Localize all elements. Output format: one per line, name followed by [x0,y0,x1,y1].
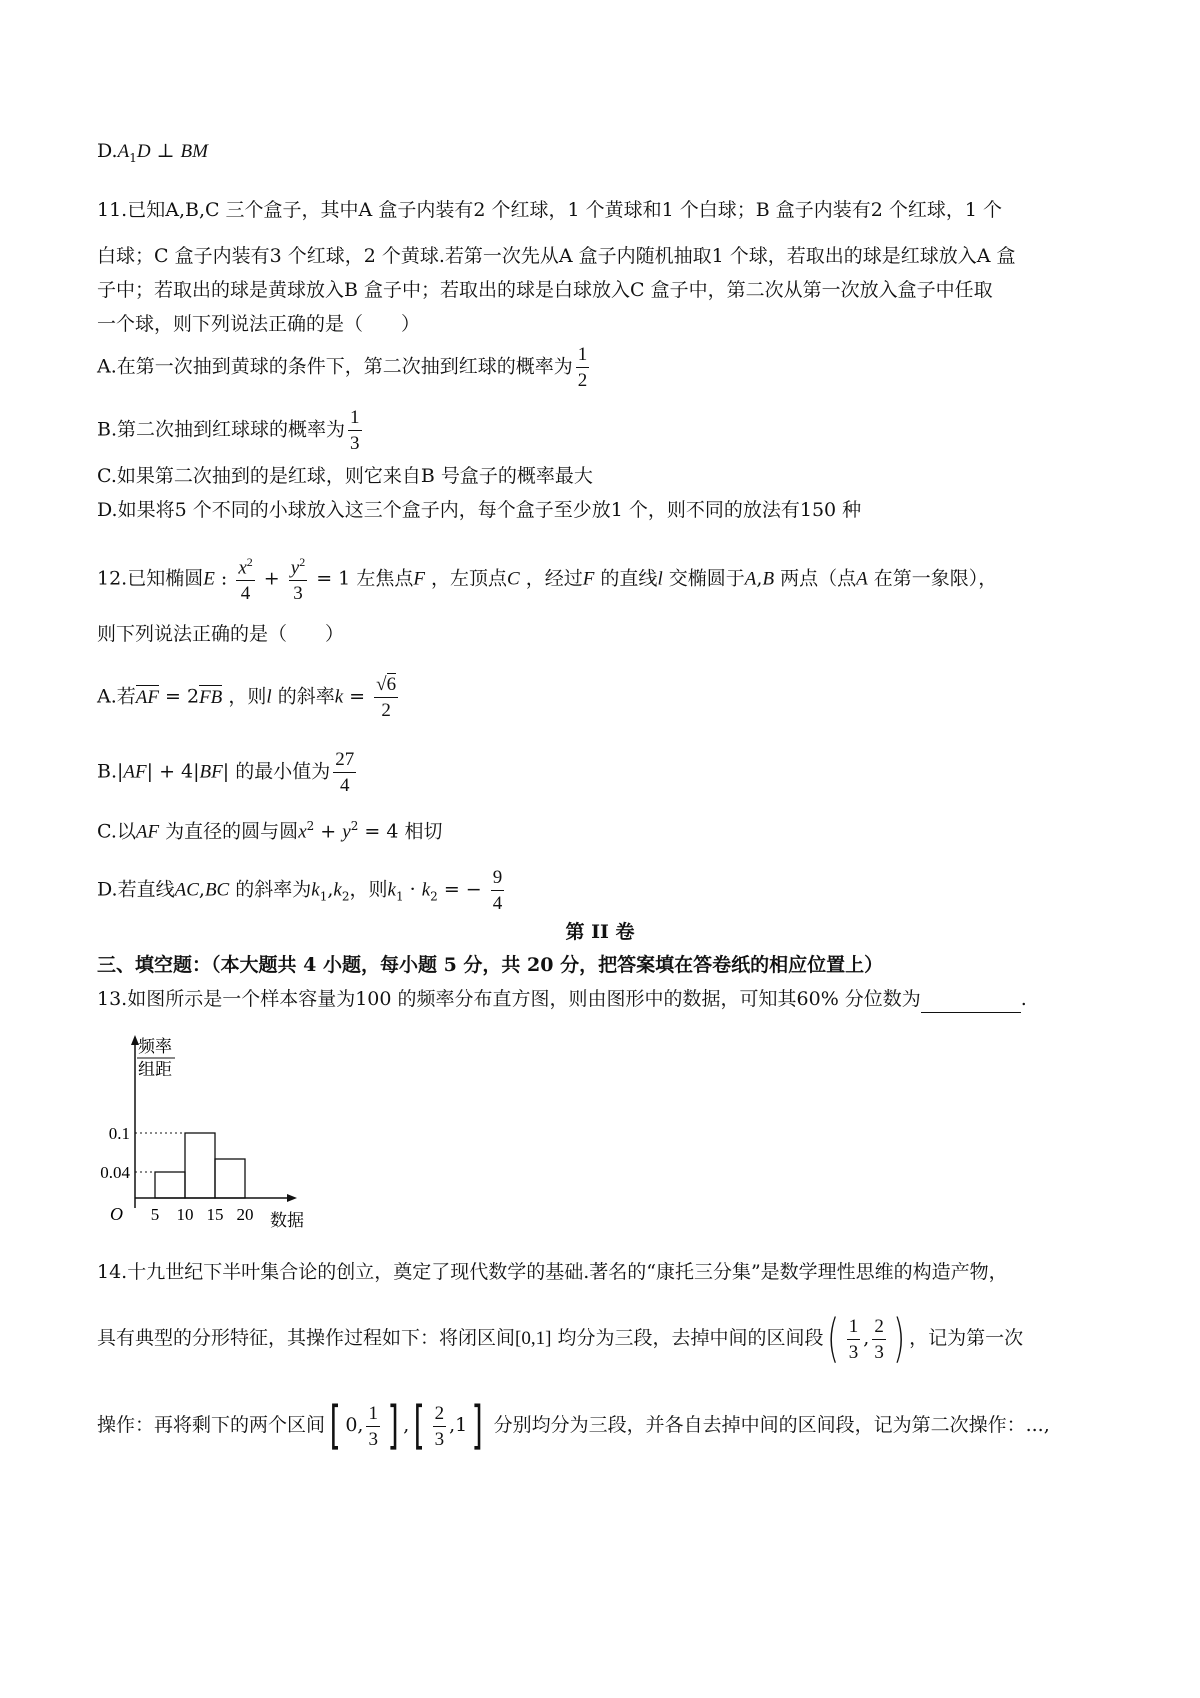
q11-option-b: B.第二次抽到红球球的概率为 $\frac{1}{3}$ [97,407,360,454]
x-tick-label: 15 [206,1205,224,1224]
x-tick-label: 10 [176,1205,194,1224]
fraction: $\frac{1}{3}$ [350,407,360,454]
q11-line-4: 一个球，则下列说法正确的是（ ） [97,313,421,335]
histogram-bar [215,1159,245,1198]
x-axis-label: 数据 [270,1211,304,1230]
q10-option-d: $D.A_1D$ ⊥ BM [97,140,208,165]
q11-line-3: 子中；若取出的球是黄球放入B 盒子中；若取出的球是白球放入C 盒子中，第二次从第一次放入盒子中任取 [97,279,993,301]
answer-blank [921,994,1021,1013]
origin-label: O [110,1204,123,1224]
section-heading: 三、填空题：（本大题共 4 小题，每小题 5 分，共 20 分，把答案填在答卷纸的相应位置上） [97,954,884,976]
q12-option-d: D.若直线AC,BC 的斜率为$k_1,k_2$，则$k_1 \cdot k_2$ = − $\frac{9}{4}$ [97,867,503,914]
x-tick-label: 20 [236,1205,254,1224]
q11-option-c: C.如果第二次抽到的是红球，则它来自B 号盒子的概率最大 [97,465,593,487]
q11-line-1: 11.已知A,B,C 三个盒子，其中A 盒子内装有2 个红球，1 个黄球和1 个白球；B 盒子内装有2 个红球，1 个 [97,199,1002,221]
y-label-bottom: 组距 [138,1060,172,1079]
q12-line-1: 12.已知椭圆E : $\frac{x^2}{4}$ + $\frac{y^2}{3}$ = 1 左焦点F ，左顶点C ，经过F 的直线l 交椭圆于A,B 两点（点A 在第一象限）， [97,555,998,605]
option-label: D. [97,140,118,162]
q12-line-2: 则下列说法正确的是（ ） [97,623,345,645]
q12-option-a: A.若AF = 2FB ，则l 的斜率k = $\frac{√6}{2}$ [97,674,397,721]
q11-line-2: 白球；C 盒子内装有3 个红球，2 个黄球.若第一次先从A 盒子内随机抽取1 个球，若取出的球是红球放入A 盒 [97,245,1016,267]
frequency-histogram [90,1030,330,1235]
fraction: $\frac{1}{2}$ [577,344,588,391]
histogram-bar [155,1172,185,1198]
q11-option-d: D.如果将5 个不同的小球放入这三个盒子内，每个盒子至少放1 个，则不同的放法有150 种 [97,499,862,521]
q11-option-a: A.在第一次抽到黄球的条件下，第二次抽到红球的概率为 $\frac{1}{2}$ [97,344,588,391]
y-tick-label: 0.1 [108,1124,130,1143]
histogram-bar [185,1133,215,1198]
q12-option-c: C.以AF 为直径的圆与圆$x^2 + y^2 = 4$ 相切 [97,819,443,843]
q13-text: 13.如图所示是一个样本容量为100 的频率分布直方图，则由图形中的数据，可知其60% 分位数为 . [97,985,1027,1013]
x-tick-label: 5 [150,1205,160,1224]
y-label-top: 频率 [138,1037,172,1056]
q14-line-2: 具有典型的分形特征，其操作过程如下：将闭区间[0,1] 均分为三段，去掉中间的区间段( $\frac{1}{3}$ , $\frac{2}{3}$ ) ，记为第一次 [97,1309,1024,1369]
section-title: 第 II 卷 [565,921,635,943]
q14-line-1: 14.十九世纪下半叶集合论的创立，奠定了现代数学的基础.著名的“康托三分集”是数学理性思维的构造产物， [97,1261,1008,1283]
y-tick-label: 0.04 [100,1163,130,1182]
x-axis-arrow [287,1194,297,1202]
q14-line-3: 操作：再将剩下的两个区间[ 0, $\frac{1}{3}$ ] ,[ $\frac{2}{3}$ ,1] 分别均分为三段，并各自去掉中间的区间段，记为第二次操作：..., [97,1396,1050,1456]
q12-option-b: B.|AF| + 4|BF| 的最小值为 $\frac{27}{4}$ [97,749,355,796]
